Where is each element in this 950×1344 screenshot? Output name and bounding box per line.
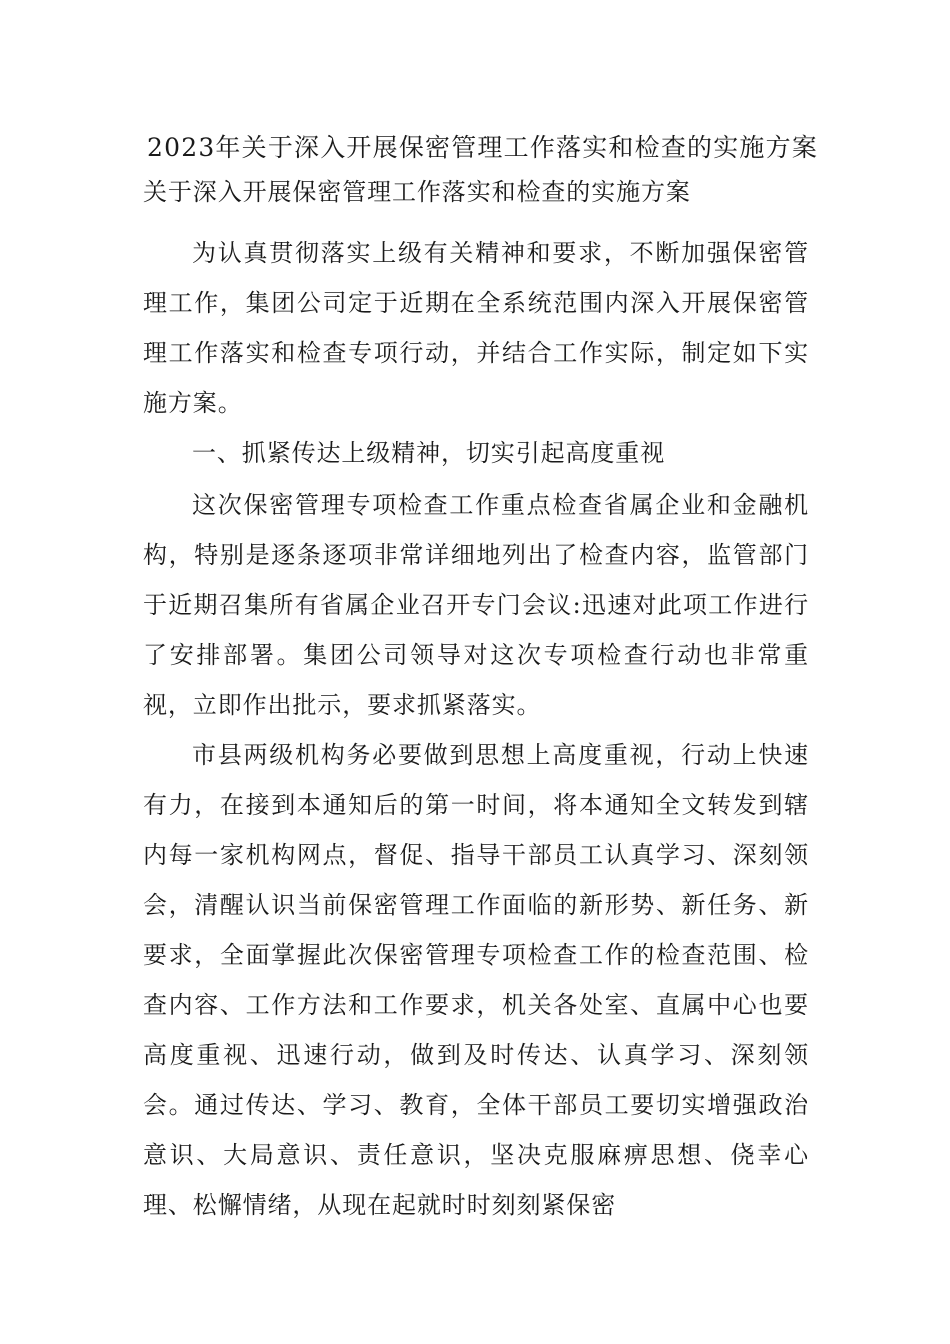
section-heading-1: 一、抓紧传达上级精神，切实引起高度重视 [192, 439, 666, 467]
document-title: 2023年关于深入开展保密管理工作落实和检查的实施方案 [147, 133, 819, 162]
document-subtitle: 关于深入开展保密管理工作落实和检查的实施方案 [143, 178, 691, 206]
paragraph-section-1-a: 这次保密管理专项检查工作重点检查省属企业和金融机构，特别是逐条逐项非常详细地列出了检查内容，监管部门于近期召集所有省属企业召开专门会议:迅速对此项工作进行了安排部署。集团公司领导对这次专项检查行动也非常重视，立即作出批示，要求抓紧落实。 [143, 491, 809, 719]
paragraph-intro: 为认真贯彻落实上级有关精神和要求，不断加强保密管理工作，集团公司定于近期在全系统范围内深入开展保密管理工作落实和检查专项行动，并结合工作实际，制定如下实施方案。 [143, 239, 809, 417]
paragraph-section-1-b: 市县两级机构务必要做到思想上高度重视，行动上快速有力，在接到本通知后的第一时间，将本通知全文转发到辖内每一家机构网点，督促、指导干部员工认真学习、深刻领会，清醒认识当前保密管理工作面临的新形势、新任务、新要求，全面掌握此次保密管理专项检查工作的检查范围、检查内容、工作方法和工作要求，机关各处室、直属中心也要高度重视、迅速行动，做到及时传达、认真学习、深刻领会。通过传达、学习、教育，全体干部员工要切实增强政治意识、大局意识、责任意识，坚决克服麻痹思想、侥幸心理、松懈情绪，从现在起就时时刻刻紧保密 [143, 741, 809, 1219]
